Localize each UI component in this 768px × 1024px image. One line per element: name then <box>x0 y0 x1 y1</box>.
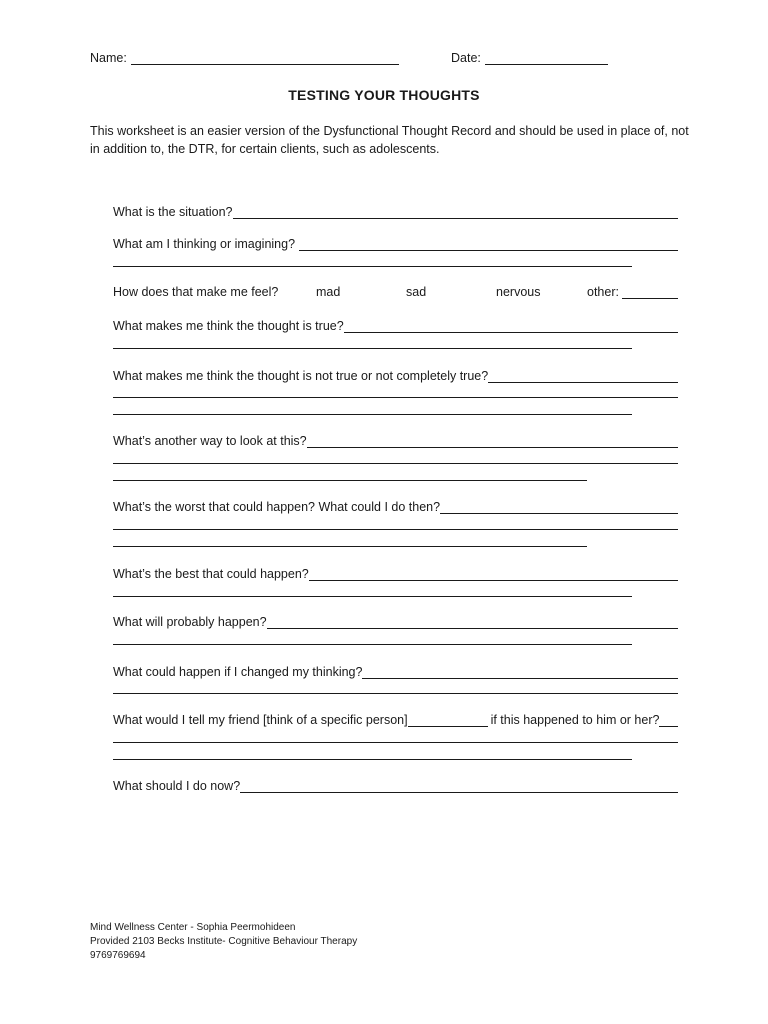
name-field[interactable] <box>90 50 399 65</box>
answer-blank[interactable] <box>240 778 678 793</box>
question-probably[interactable] <box>113 614 678 629</box>
question-label: What makes me think the thought is not true or not completely true? <box>113 369 489 383</box>
worksheet-title: TESTING YOUR THOUGHTS <box>288 87 480 103</box>
question-friend[interactable] <box>113 712 678 727</box>
answer-line[interactable] <box>113 693 678 694</box>
answer-blank[interactable] <box>307 433 678 448</box>
question-situation[interactable] <box>113 204 678 219</box>
answer-line[interactable] <box>113 266 632 267</box>
question-worst[interactable] <box>113 499 678 514</box>
question-another-way[interactable] <box>113 433 678 448</box>
answer-blank[interactable] <box>362 664 678 679</box>
other-blank[interactable] <box>622 298 678 299</box>
question-changed-thinking[interactable] <box>113 664 678 679</box>
question-not-true[interactable] <box>113 368 678 383</box>
question-best[interactable] <box>113 566 678 581</box>
question-label: What should I do now? <box>113 779 241 793</box>
footer-provider: Provided 2103 Becks Institute- Cognitive Behaviour Therapy <box>90 936 358 947</box>
answer-line[interactable] <box>113 463 678 464</box>
answer-line[interactable] <box>113 644 632 645</box>
name-label: Name: <box>90 51 127 65</box>
feel-option-mad[interactable]: mad <box>316 285 341 299</box>
question-feel <box>113 285 678 303</box>
answer-blank[interactable] <box>440 499 678 514</box>
answer-line[interactable] <box>113 529 678 530</box>
question-label: What makes me think the thought is true? <box>113 319 344 333</box>
answer-blank[interactable] <box>267 614 678 629</box>
name-blank[interactable] <box>131 50 399 65</box>
question-label-continued: if this happened to him or her? <box>490 713 660 727</box>
answer-blank[interactable] <box>309 566 678 581</box>
feel-option-other[interactable]: other: <box>587 285 619 299</box>
answer-line[interactable] <box>113 397 678 398</box>
footer-phone: 9769769694 <box>90 950 146 961</box>
answer-line[interactable] <box>113 596 632 597</box>
question-true[interactable] <box>113 318 678 333</box>
question-label: What will probably happen? <box>113 615 267 629</box>
question-thinking[interactable] <box>113 236 678 251</box>
answer-blank[interactable] <box>344 318 678 333</box>
question-label: What is the situation? <box>113 205 233 219</box>
answer-blank[interactable] <box>299 236 678 251</box>
answer-blank[interactable] <box>488 368 678 383</box>
feel-option-sad[interactable]: sad <box>406 285 427 299</box>
question-label: What am I thinking or imagining? <box>113 237 296 251</box>
question-label: What would I tell my friend [think of a specific person] <box>113 713 408 727</box>
date-blank[interactable] <box>485 50 608 65</box>
friend-name-blank[interactable] <box>408 712 488 727</box>
answer-line[interactable] <box>113 348 632 349</box>
question-label: What’s another way to look at this? <box>113 434 307 448</box>
answer-line[interactable] <box>113 414 632 415</box>
date-field[interactable] <box>451 50 608 65</box>
question-label: What’s the worst that could happen? What could I do then? <box>113 500 441 514</box>
answer-line[interactable] <box>113 759 632 760</box>
question-label: How does that make me feel? <box>113 285 279 299</box>
question-label: What could happen if I changed my thinking? <box>113 665 363 679</box>
answer-blank[interactable] <box>233 204 678 219</box>
intro-paragraph: This worksheet is an easier version of the Dysfunctional Thought Record and should be used in place of, not in addition to, the DTR, for certain clients, such as adolescents. <box>90 124 689 156</box>
footer-center: Mind Wellness Center - Sophia Peermohideen <box>90 922 296 933</box>
question-label: What’s the best that could happen? <box>113 567 309 581</box>
date-label: Date: <box>451 51 481 65</box>
answer-blank[interactable] <box>659 712 678 727</box>
answer-line[interactable] <box>113 546 587 547</box>
answer-line[interactable] <box>113 480 587 481</box>
feel-option-nervous[interactable]: nervous <box>496 285 541 299</box>
footer <box>90 921 357 963</box>
question-now[interactable] <box>113 778 678 793</box>
answer-line[interactable] <box>113 742 678 743</box>
